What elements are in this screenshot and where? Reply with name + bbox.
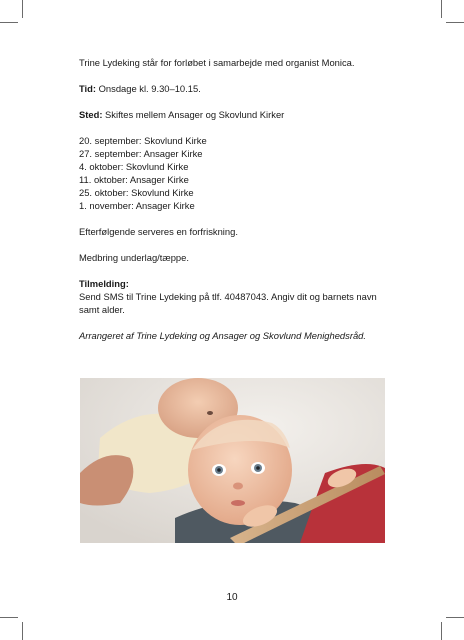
babies-photo xyxy=(80,378,385,543)
organizer-text: Arrangeret af Trine Lydeking og Ansager og Skovlund Menighedsråd. xyxy=(79,330,366,341)
crop-mark-top-left-horizontal xyxy=(0,22,18,23)
date-item: 1. november: Ansager Kirke xyxy=(79,200,195,211)
crop-mark-top-left-vertical xyxy=(22,0,23,18)
time-label: Tid: xyxy=(79,83,97,94)
date-item: 20. september: Skovlund Kirke xyxy=(79,135,207,146)
left-eye-pupil xyxy=(217,468,221,472)
registration-label: Tilmelding: xyxy=(79,278,129,289)
crop-mark-bottom-right-horizontal xyxy=(446,617,464,618)
registration-text: Send SMS til Trine Lydeking på tlf. 40487043. Angiv dit og barnets navn samt alder. xyxy=(79,291,377,315)
background-baby-eye xyxy=(207,411,213,415)
crop-mark-top-right-vertical xyxy=(441,0,442,18)
right-eye-pupil xyxy=(256,466,260,470)
time-line xyxy=(79,82,399,95)
page-content xyxy=(79,56,399,342)
crop-mark-bottom-right-vertical xyxy=(441,622,442,640)
bring-text: Medbring underlag/tæppe. xyxy=(79,252,189,263)
place-line xyxy=(79,108,399,121)
date-list xyxy=(79,134,399,212)
date-item: 27. september: Ansager Kirke xyxy=(79,148,203,159)
crop-mark-bottom-left-vertical xyxy=(22,622,23,640)
crop-mark-bottom-left-horizontal xyxy=(0,617,18,618)
date-item: 4. oktober: Skovlund Kirke xyxy=(79,161,189,172)
page-number: 10 xyxy=(226,592,238,603)
mouth xyxy=(231,500,245,506)
date-item: 11. oktober: Ansager Kirke xyxy=(79,174,189,185)
date-item: 25. oktober: Skovlund Kirke xyxy=(79,187,194,198)
place-label: Sted: xyxy=(79,109,103,120)
crop-mark-top-right-horizontal xyxy=(446,22,464,23)
refreshment-text: Efterfølgende serveres en forfriskning. xyxy=(79,226,238,237)
nose xyxy=(233,483,243,490)
place-value: Skiftes mellem Ansager og Skovlund Kirker xyxy=(102,109,285,120)
babies-photo-illustration xyxy=(80,378,385,543)
intro-text: Trine Lydeking står for forløbet i samarbejde med organist Monica. xyxy=(79,57,355,68)
time-value: Onsdage kl. 9.30–10.15. xyxy=(96,83,201,94)
